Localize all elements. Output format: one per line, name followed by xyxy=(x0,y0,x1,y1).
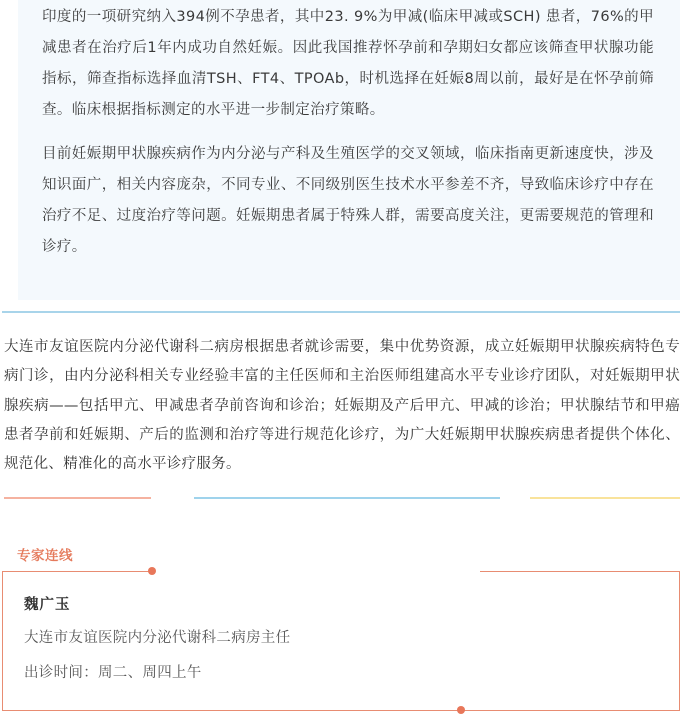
expert-schedule: 出诊时间：周二、周四上午 xyxy=(24,665,202,681)
expert-section-title: 专家连线 xyxy=(17,548,73,564)
card-border-right xyxy=(679,571,680,711)
card-border-bottom xyxy=(2,710,680,711)
decor-line-blue xyxy=(194,497,500,499)
card-dot-top xyxy=(148,567,156,575)
decor-line-coral xyxy=(4,497,151,499)
card-dot-bottom xyxy=(457,706,465,714)
card-border-left xyxy=(2,571,3,711)
expert-name: 魏广玉 xyxy=(24,597,71,613)
quote-box xyxy=(18,0,680,300)
expert-position: 大连市友谊医院内分泌代谢科二病房主任 xyxy=(24,630,291,646)
card-border-top-right xyxy=(480,571,680,572)
quote-paragraph-2: 目前妊娠期甲状腺疾病作为内分泌与产科及生殖医学的交叉领域，临床指南更新速度快，涉及知识面广，相关内容庞杂，不同专业、不同级别医生技术水平参差不齐，导致临床诊疗中存在治疗不足、过度治疗等问题。妊娠期患者属于特殊人群，需要高度关注，更需要规范的管理和诊疗。 xyxy=(42,146,654,255)
section-divider xyxy=(2,311,680,313)
quote-paragraph-1: 印度的一项研究纳入394例不孕患者，其中23. 9%为甲减(临床甲减或SCH) 患者，76%的甲减患者在治疗后1年内成功自然妊娠。因此我国推荐怀孕前和孕期妇女都应该筛查甲状腺功能指标，筛查指标选择血清TSH、FT4、TPOAb，时机选择在妊娠8周以前，最好是在怀孕前筛查。临床根据指标测定的水平进一步制定治疗策略。 xyxy=(42,9,654,118)
decor-line-yellow xyxy=(530,497,680,499)
card-border-top xyxy=(2,571,152,572)
intro-paragraph: 大连市友谊医院内分泌代谢科二病房根据患者就诊需要，集中优势资源，成立妊娠期甲状腺疾病特色专病门诊，由内分泌科相关专业经验丰富的主任医师和主治医师组建高水平专业诊疗团队，对妊娠期甲状腺疾病——包括甲亢、甲减患者孕前咨询和诊治；妊娠期及产后甲亢、甲减的诊治；甲状腺结节和甲癌患者孕前和妊娠期、产后的监测和治疗等进行规范化诊疗，为广大妊娠期甲状腺疾病患者提供个体化、规范化、精准化的高水平诊疗服务。 xyxy=(4,339,680,473)
